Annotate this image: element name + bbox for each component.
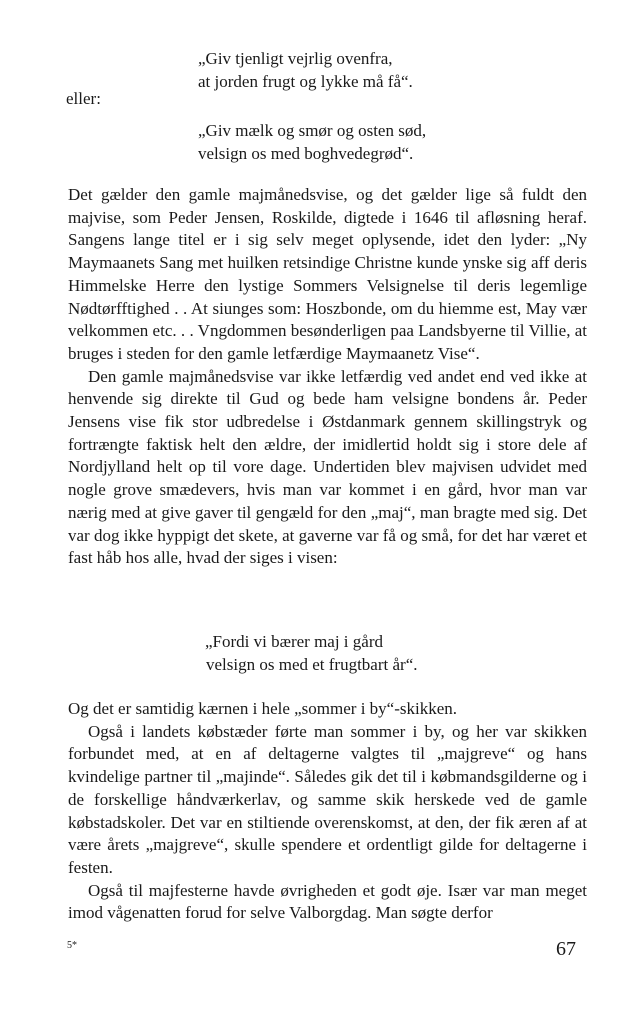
verse-quote-2 xyxy=(198,119,426,165)
paragraph: Den gamle majmånedsvise var ikke letfærdig ved andet end ved ikke at henvende sig direkte til Gud og bede ham velsigne bondens år. Peder Jensens vise fik stor udbredelse i Østdanmark gennem skillingstryk og fortrængte faktisk helt den ældre, der imidlertid holdt sig i store dele af Nordjylland helt op til vore dage. Undertiden blev majvisen udvidet med nogle grove smædevers, hvis man var kommet i en gård, hvor man var nærig med at give gaver til gengæld for den „maj“, man bragte med sig. Det var dog ikke hyppigt det skete, at gaverne var få og små, for det har været et fast håb hos alle, hvad der siges i visen: xyxy=(68,366,587,568)
paragraph: Også til majfesterne havde øvrigheden et godt øje. Især var man meget imod vågenatten forud for selve Valborgdag. Man søgte derfor xyxy=(68,880,587,923)
verse-line: velsign os med boghvedegrød“. xyxy=(198,144,414,163)
eller-label: eller: xyxy=(66,89,101,108)
verse-line: „Giv tjenligt vejrlig ovenfra, xyxy=(198,49,393,68)
verse-line: „Fordi vi bærer maj i gård xyxy=(205,632,383,651)
verse-quote-1 xyxy=(198,47,413,93)
paragraph: Og det er samtidig kærnen i hele „sommer i by“-skikken. xyxy=(68,699,458,718)
verse-line: at jorden frugt og lykke må få“. xyxy=(198,72,413,91)
paragraph: Også i landets købstæder førte man sommer i by, og her var skikken forbundet med, at en af deltagerne valgtes til „majgreve“ og hans kvindelige partner til „majinde“. Således gik det til i købmandsgilderne og i de forskellige håndværkerlav, og samme skik herskede ved de gamle købstadskoler. Det var en stiltiende overenskomst, at den, der fik æren af at være årets „majgreve“, skulle spendere et ordentligt gilde for deltagerne i festen. xyxy=(68,721,587,877)
verse-line: „Giv mælk og smør og osten sød, xyxy=(198,121,427,140)
paragraph: Det gælder den gamle majmånedsvise, og det gælder lige så fuldt den majvise, som Peder Jensen, Roskilde, digtede i 1646 til afløsning heraf. Sangens lange titel er i sig selv meget oplysende, idet den lyder: „Ny Maymaanets Sang met huilken retsindige Christne kunde ynske sig aff deris Himmelske Herre den lystige Sommers Velsignelse til deris legemlige Nødtørfftighed . . At siunges som: Hoszbonde, om du hiemme est, May vær velkommen etc. . . Vngdommen besønderligen paa Landsbyerne til Villie, at bruges i steden for den gamle letfærdige Maymaanetz Vise“. xyxy=(68,185,587,363)
verse-quote-3 xyxy=(205,630,418,676)
signature-mark: 5* xyxy=(67,940,77,951)
verse-line: velsign os med et frugtbart år“. xyxy=(206,655,418,674)
page-number: 67 xyxy=(556,938,576,960)
prose-block-1 xyxy=(68,184,587,570)
prose-block-2 xyxy=(68,698,587,925)
